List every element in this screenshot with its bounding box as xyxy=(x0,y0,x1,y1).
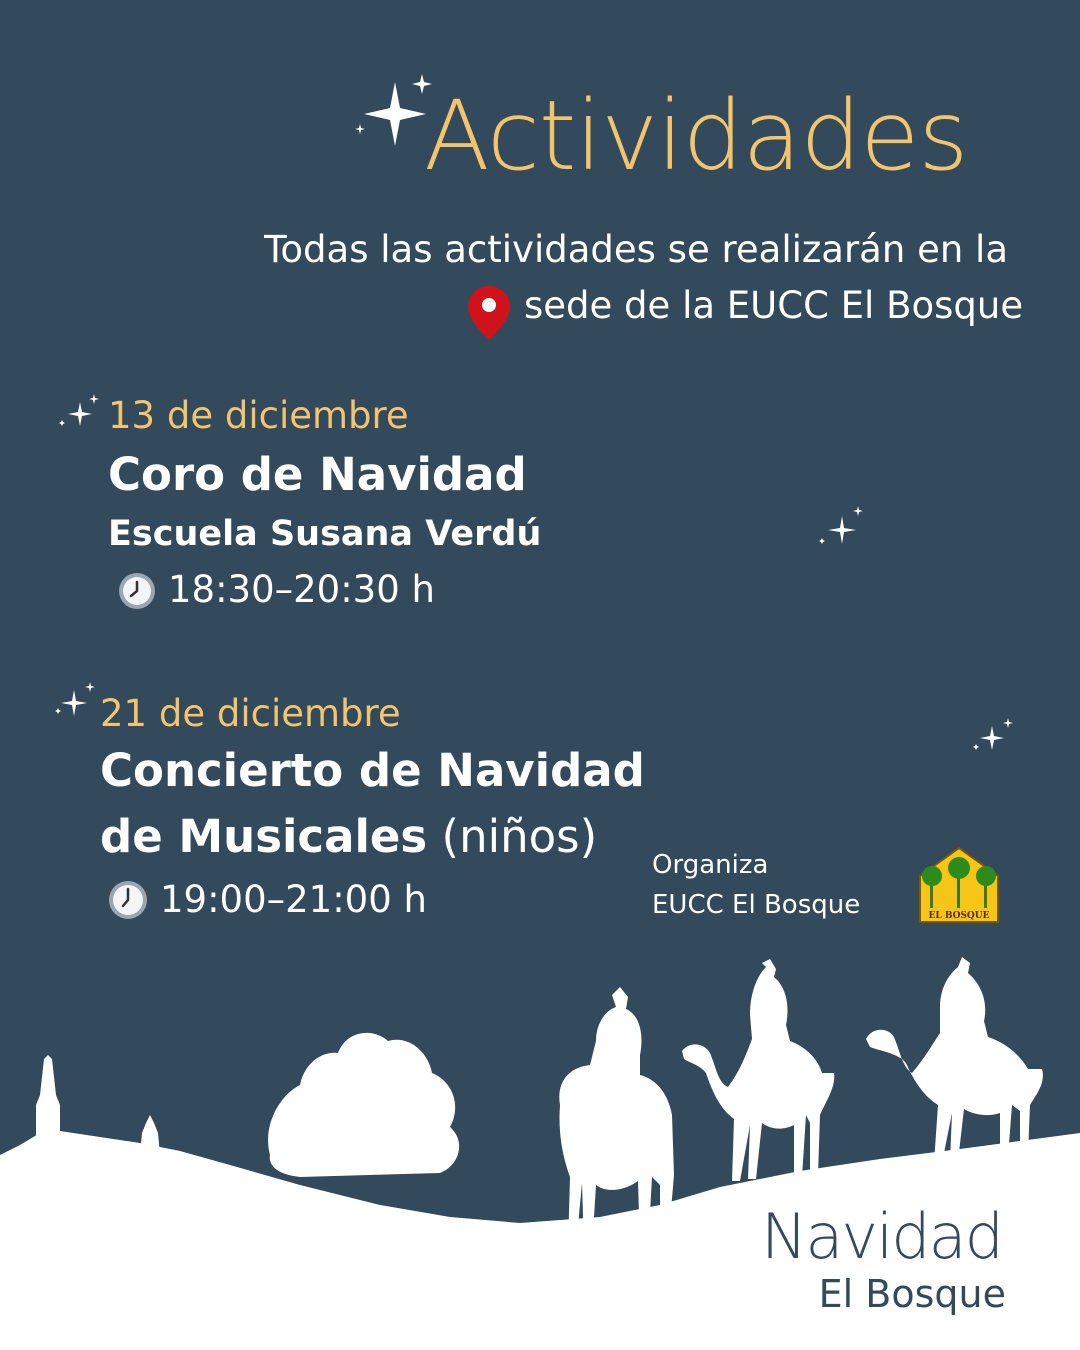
intro-text-line1: Todas las actividades se realizarán en la xyxy=(264,228,1008,271)
event-title: Coro de Navidad xyxy=(108,448,527,501)
organizer-name: EUCC El Bosque xyxy=(652,890,861,920)
sparkle-icon xyxy=(52,680,100,722)
sparkle-icon xyxy=(56,392,104,432)
location-pin-icon xyxy=(466,284,512,342)
event-title-line2 xyxy=(100,810,597,864)
clock-icon xyxy=(108,880,148,920)
organizer-label: Organiza xyxy=(652,850,769,880)
footer-el-bosque: El Bosque xyxy=(818,1272,1006,1316)
event-title-line1: Concierto de Navidad xyxy=(100,744,645,797)
event-time: 18:30–20:30 h xyxy=(168,568,435,611)
event-time: 19:00–21:00 h xyxy=(160,878,427,921)
el-bosque-logo xyxy=(918,846,1000,924)
sparkle-icon xyxy=(814,504,866,552)
event-subtitle: Escuela Susana Verdú xyxy=(108,514,542,554)
clock-icon xyxy=(118,572,156,610)
event-title-paren: (niños) xyxy=(427,810,598,863)
event-date: 21 de diciembre xyxy=(100,692,401,735)
footer-navidad: Navidad xyxy=(761,1200,1002,1273)
intro-text-line2: sede de la EUCC El Bosque xyxy=(524,284,1024,327)
logo-text: EL BOSQUE xyxy=(928,911,990,921)
event-title-main: de Musicales xyxy=(100,810,428,863)
event-date: 13 de diciembre xyxy=(108,394,409,437)
page-title: Actividades xyxy=(424,80,968,192)
sparkle-icon xyxy=(970,716,1016,758)
